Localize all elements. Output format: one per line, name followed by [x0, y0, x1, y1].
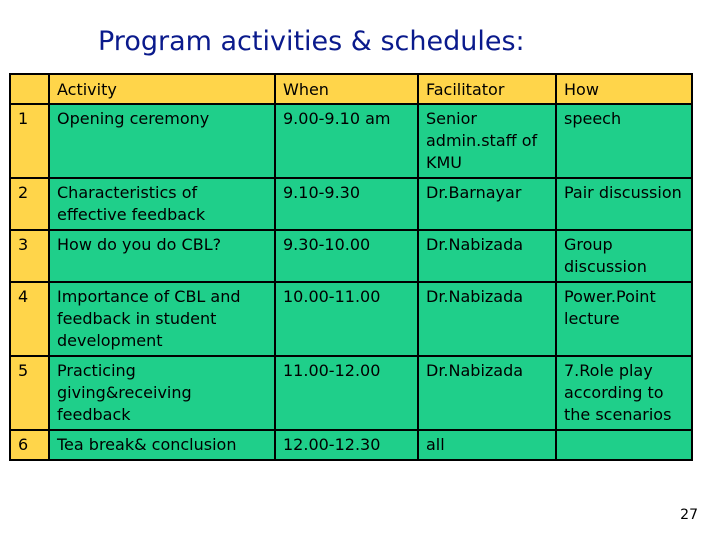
when-cell: 10.00-11.00	[275, 282, 418, 356]
header-when: When	[275, 74, 418, 104]
header-how: How	[556, 74, 692, 104]
activity-cell: How do you do CBL?	[49, 230, 275, 282]
row-number: 2	[10, 178, 49, 230]
table-row	[10, 178, 692, 230]
facilitator-cell: Dr.Nabizada	[418, 230, 556, 282]
how-cell: speech	[556, 104, 692, 178]
header-num	[10, 74, 49, 104]
facilitator-cell: Dr.Nabizada	[418, 282, 556, 356]
how-cell: Power.Point lecture	[556, 282, 692, 356]
activity-cell: Practicing giving&receiving feedback	[49, 356, 275, 430]
how-cell: Group discussion	[556, 230, 692, 282]
table-row	[10, 282, 692, 356]
row-number: 5	[10, 356, 49, 430]
activity-cell: Tea break& conclusion	[49, 430, 275, 460]
when-cell: 9.00-9.10 am	[275, 104, 418, 178]
row-number: 3	[10, 230, 49, 282]
header-facilitator: Facilitator	[418, 74, 556, 104]
table-row	[10, 104, 692, 178]
when-cell: 12.00-12.30	[275, 430, 418, 460]
how-cell: Pair discussion	[556, 178, 692, 230]
when-cell: 11.00-12.00	[275, 356, 418, 430]
table-row	[10, 356, 692, 430]
how-cell	[556, 430, 692, 460]
how-cell: 7.Role play according to the scenarios	[556, 356, 692, 430]
header-activity: Activity	[49, 74, 275, 104]
table-row	[10, 230, 692, 282]
when-cell: 9.30-10.00	[275, 230, 418, 282]
facilitator-cell: Dr.Barnayar	[418, 178, 556, 230]
row-number: 6	[10, 430, 49, 460]
slide-title: Program activities & schedules:	[98, 26, 525, 57]
facilitator-cell: Senior admin.staff of KMU	[418, 104, 556, 178]
table-header-row	[10, 74, 692, 104]
row-number: 1	[10, 104, 49, 178]
facilitator-cell: Dr.Nabizada	[418, 356, 556, 430]
page-number: 27	[680, 507, 698, 523]
schedule-table	[9, 73, 693, 461]
row-number: 4	[10, 282, 49, 356]
when-cell: 9.10-9.30	[275, 178, 418, 230]
activity-cell: Characteristics of effective feedback	[49, 178, 275, 230]
activity-cell: Importance of CBL and feedback in student development	[49, 282, 275, 356]
activity-cell: Opening ceremony	[49, 104, 275, 178]
table-row	[10, 430, 692, 460]
facilitator-cell: all	[418, 430, 556, 460]
